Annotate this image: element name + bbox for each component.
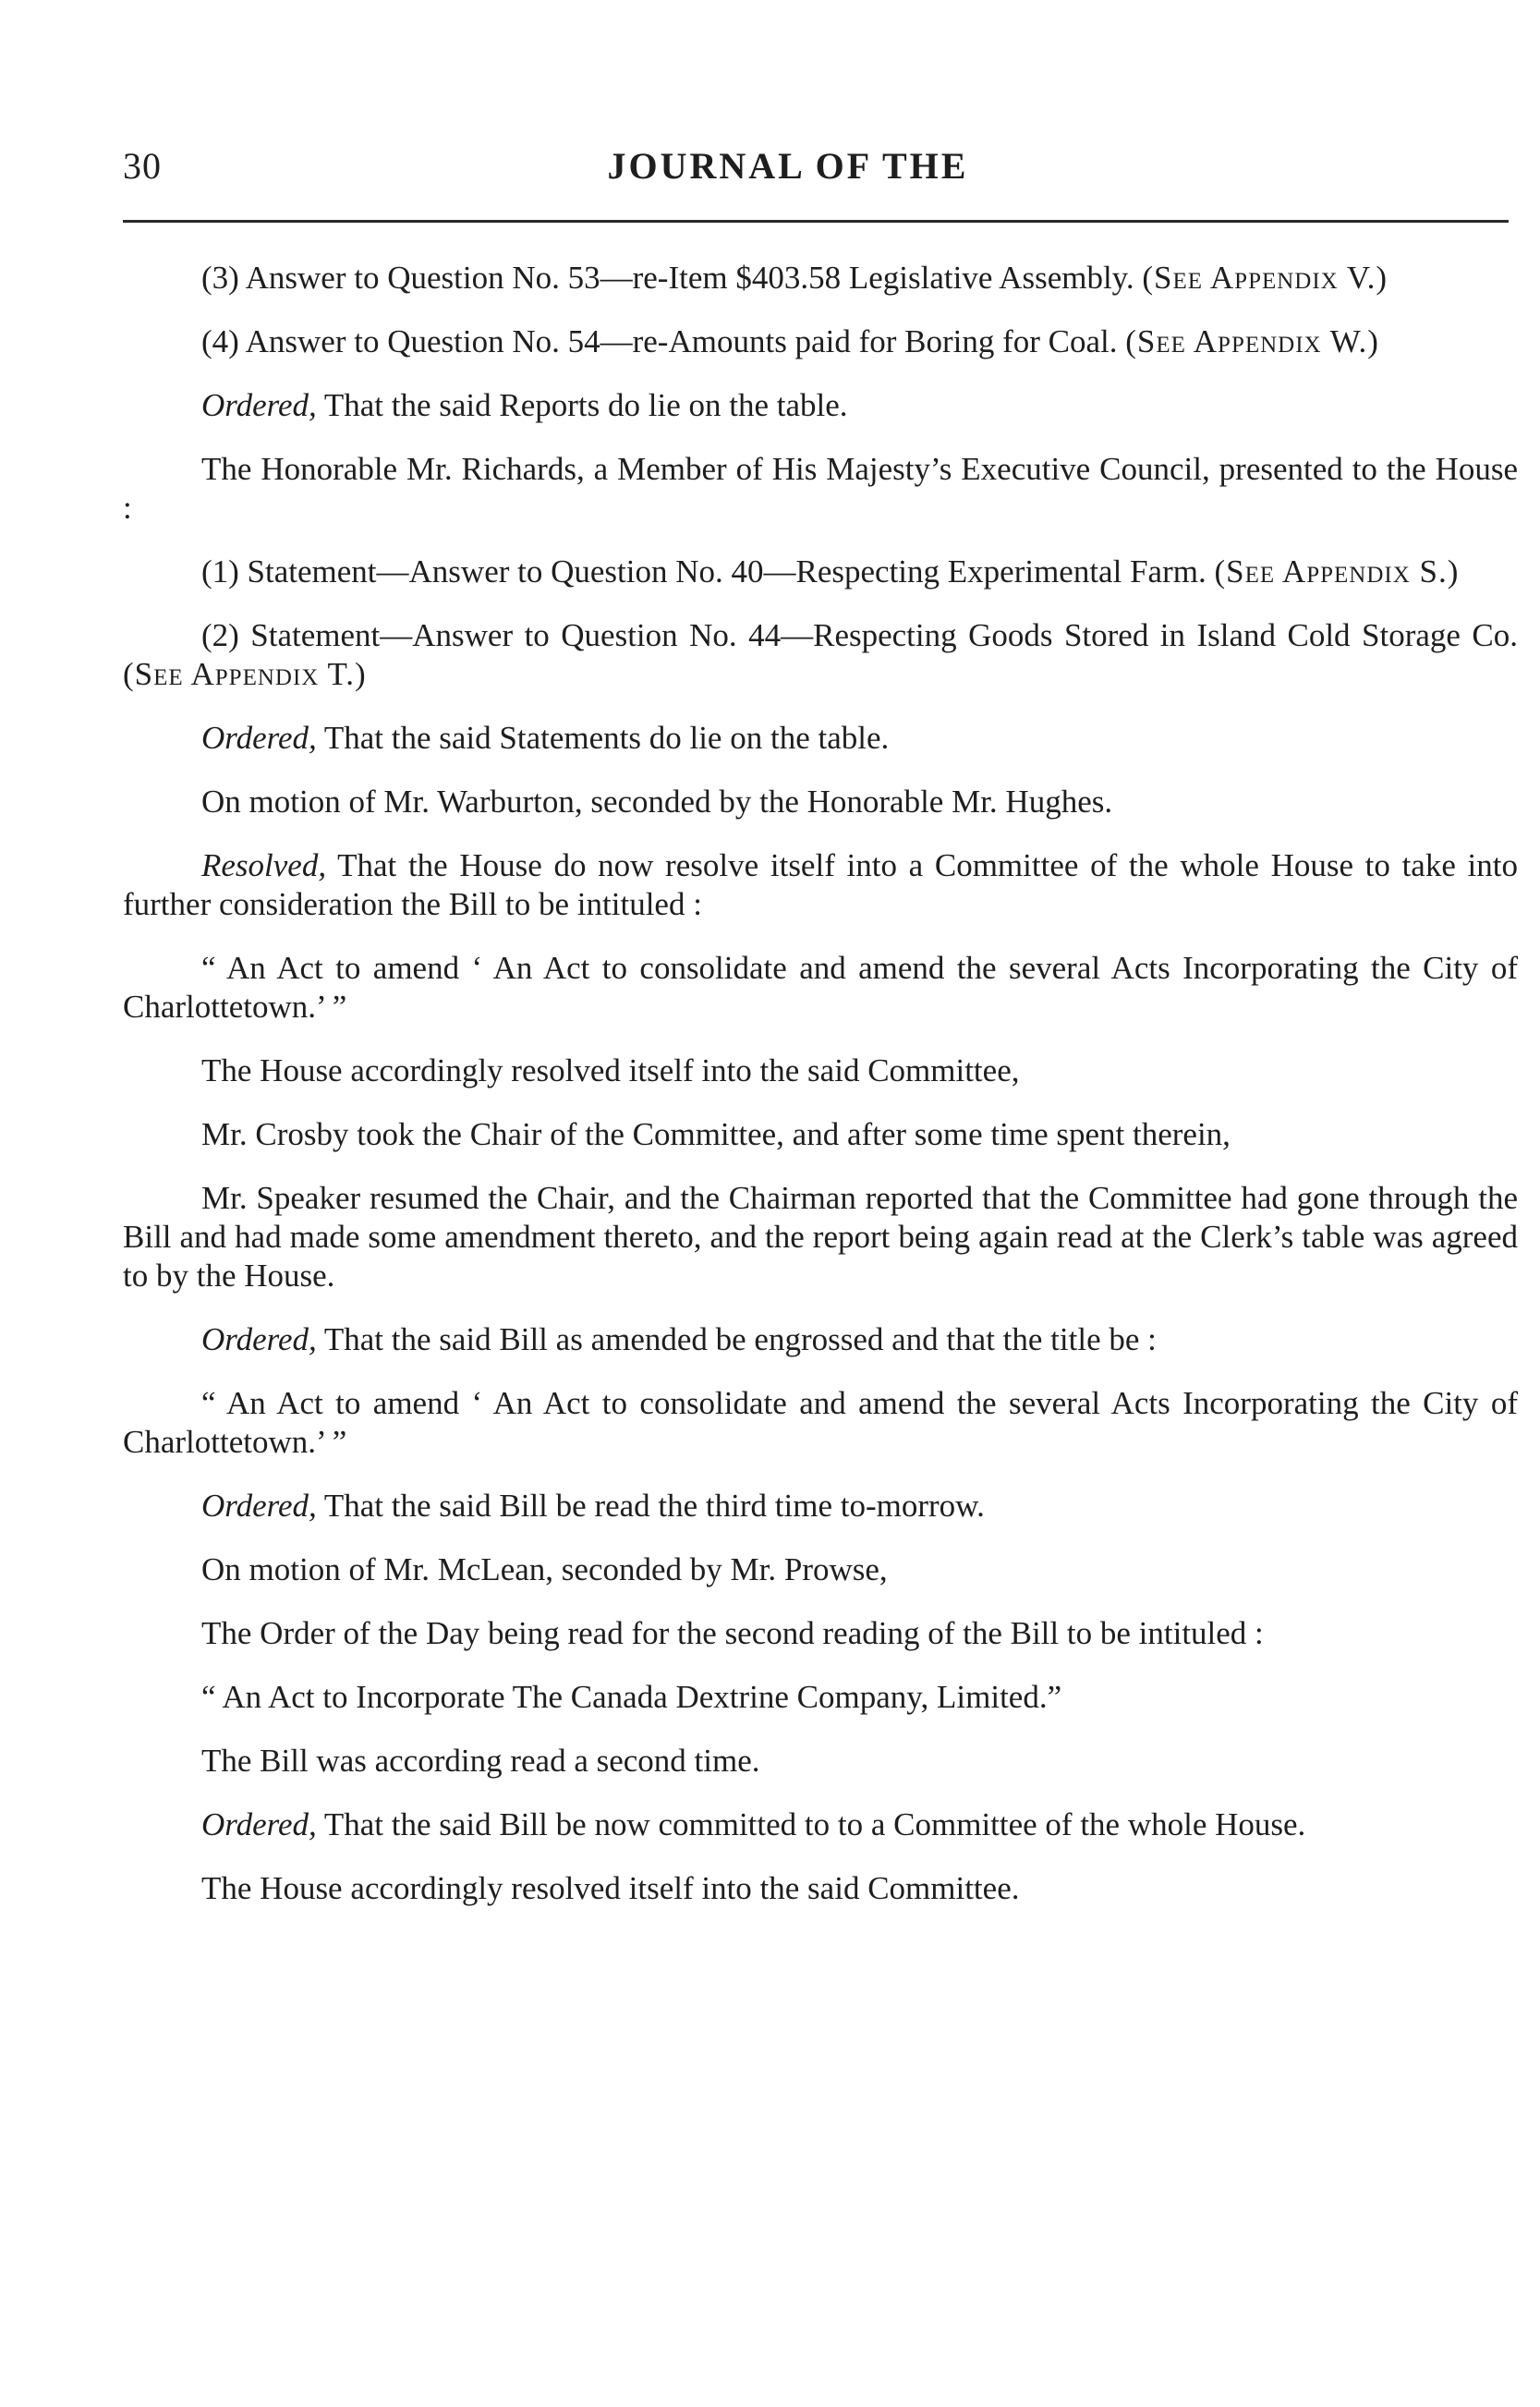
paragraph-lead: Ordered, [201, 1321, 317, 1357]
paragraph-answer-53 [123, 259, 1518, 298]
paragraph-text: On motion of Mr. Warburton, seconded by the Honorable Mr. Hughes. [201, 784, 1113, 820]
paragraph-speaker-resumed [123, 1179, 1518, 1295]
paragraph-lead: Ordered, [201, 1488, 317, 1524]
appendix-reference: (See Appendix T.) [123, 656, 367, 692]
appendix-reference: (See Appendix V.) [1142, 260, 1388, 296]
paragraph-lead: Ordered, [201, 1806, 317, 1842]
paragraph-ordered-reports [123, 386, 1518, 425]
paragraph-house-resolved-final [123, 1869, 1518, 1908]
paragraph-text: The Honorable Mr. Richards, a Member of His Majesty’s Executive Council, presented to the House : [123, 451, 1518, 526]
paragraph-motion-warburton [123, 783, 1518, 821]
paragraph-text: The Order of the Day being read for the second reading of the Bill to be intituled : [201, 1615, 1264, 1651]
paragraph-bill-title-charlottetown [123, 949, 1518, 1027]
page-number: 30 [123, 145, 162, 187]
paragraph-answer-54 [123, 322, 1518, 361]
page-header [123, 143, 1509, 199]
journal-body [123, 259, 1518, 1933]
paragraph-order-of-day [123, 1614, 1518, 1653]
paragraph-text: “ An Act to Incorporate The Canada Dextrine Company, Limited.” [201, 1679, 1062, 1715]
paragraph-lead: Ordered, [201, 720, 317, 756]
header-rule [123, 220, 1509, 223]
paragraph-ordered-third-reading [123, 1487, 1518, 1526]
paragraph-ordered-committed [123, 1805, 1518, 1844]
paragraph-richards-presented [123, 450, 1518, 528]
paragraph-text: That the House do now resolve itself into a Committee of the whole House to take into further consideration the Bill to be intituled : [123, 847, 1518, 922]
paragraph-lead: Resolved, [201, 847, 327, 883]
paragraph-text: The Bill was according read a second time. [201, 1743, 760, 1779]
paragraph-text: “ An Act to amend ‘ An Act to consolidate and amend the several Acts Incorporating the City of Charlottetown.’ ” [123, 1385, 1518, 1460]
paragraph-lead: Ordered, [201, 387, 317, 423]
paragraph-text: (1) Statement—Answer to Question No. 40—Respecting Experimental Farm. [201, 553, 1207, 590]
paragraph-text: The House accordingly resolved itself into the said Committee. [201, 1870, 1020, 1906]
paragraph-text: (4) Answer to Question No. 54—re-Amounts paid for Boring for Coal. [201, 323, 1118, 359]
paragraph-text: That the said Bill as amended be engrossed and that the title be : [316, 1321, 1157, 1357]
paragraph-second-reading [123, 1742, 1518, 1781]
paragraph-text: (2) Statement—Answer to Question No. 44—Respecting Goods Stored in Island Cold Storage Co. [201, 617, 1518, 653]
paragraph-text: The House accordingly resolved itself into the said Committee, [201, 1052, 1020, 1088]
paragraph-text: Mr. Crosby took the Chair of the Committee, and after some time spent therein, [201, 1116, 1231, 1152]
paragraph-resolved [123, 846, 1518, 924]
paragraph-crosby-chair [123, 1115, 1518, 1154]
appendix-reference: (See Appendix W.) [1125, 323, 1379, 359]
paragraph-text: Mr. Speaker resumed the Chair, and the Chairman reported that the Committee had gone through the Bill and had made some amendment thereto, and the report being again read at the Clerk’s table was agreed to by the House. [123, 1180, 1518, 1294]
paragraph-text: On motion of Mr. McLean, seconded by Mr. Prowse, [201, 1551, 888, 1587]
paragraph-text: That the said Bill be now committed to to a Committee of the whole House. [316, 1806, 1306, 1842]
paragraph-text: That the said Bill be read the third time to-morrow. [316, 1488, 985, 1524]
paragraph-text: That the said Reports do lie on the table. [316, 387, 848, 423]
paragraph-house-resolved [123, 1052, 1518, 1090]
paragraph-bill-title-dextrine [123, 1678, 1518, 1717]
paragraph-ordered-statements [123, 719, 1518, 758]
paragraph-statement-44 [123, 616, 1518, 694]
paragraph-ordered-engrossed [123, 1320, 1518, 1359]
paragraph-text: That the said Statements do lie on the table. [316, 720, 890, 756]
paragraph-motion-mclean [123, 1550, 1518, 1589]
paragraph-text: (3) Answer to Question No. 53—re-Item $403.58 Legislative Assembly. [201, 260, 1134, 296]
paragraph-text: “ An Act to amend ‘ An Act to consolidate and amend the several Acts Incorporating the City of Charlottetown.’ ” [123, 950, 1518, 1025]
paragraph-statement-40 [123, 553, 1518, 591]
running-title: JOURNAL OF THE [607, 145, 969, 187]
paragraph-bill-title-amended [123, 1384, 1518, 1462]
appendix-reference: (See Appendix S.) [1214, 553, 1460, 590]
